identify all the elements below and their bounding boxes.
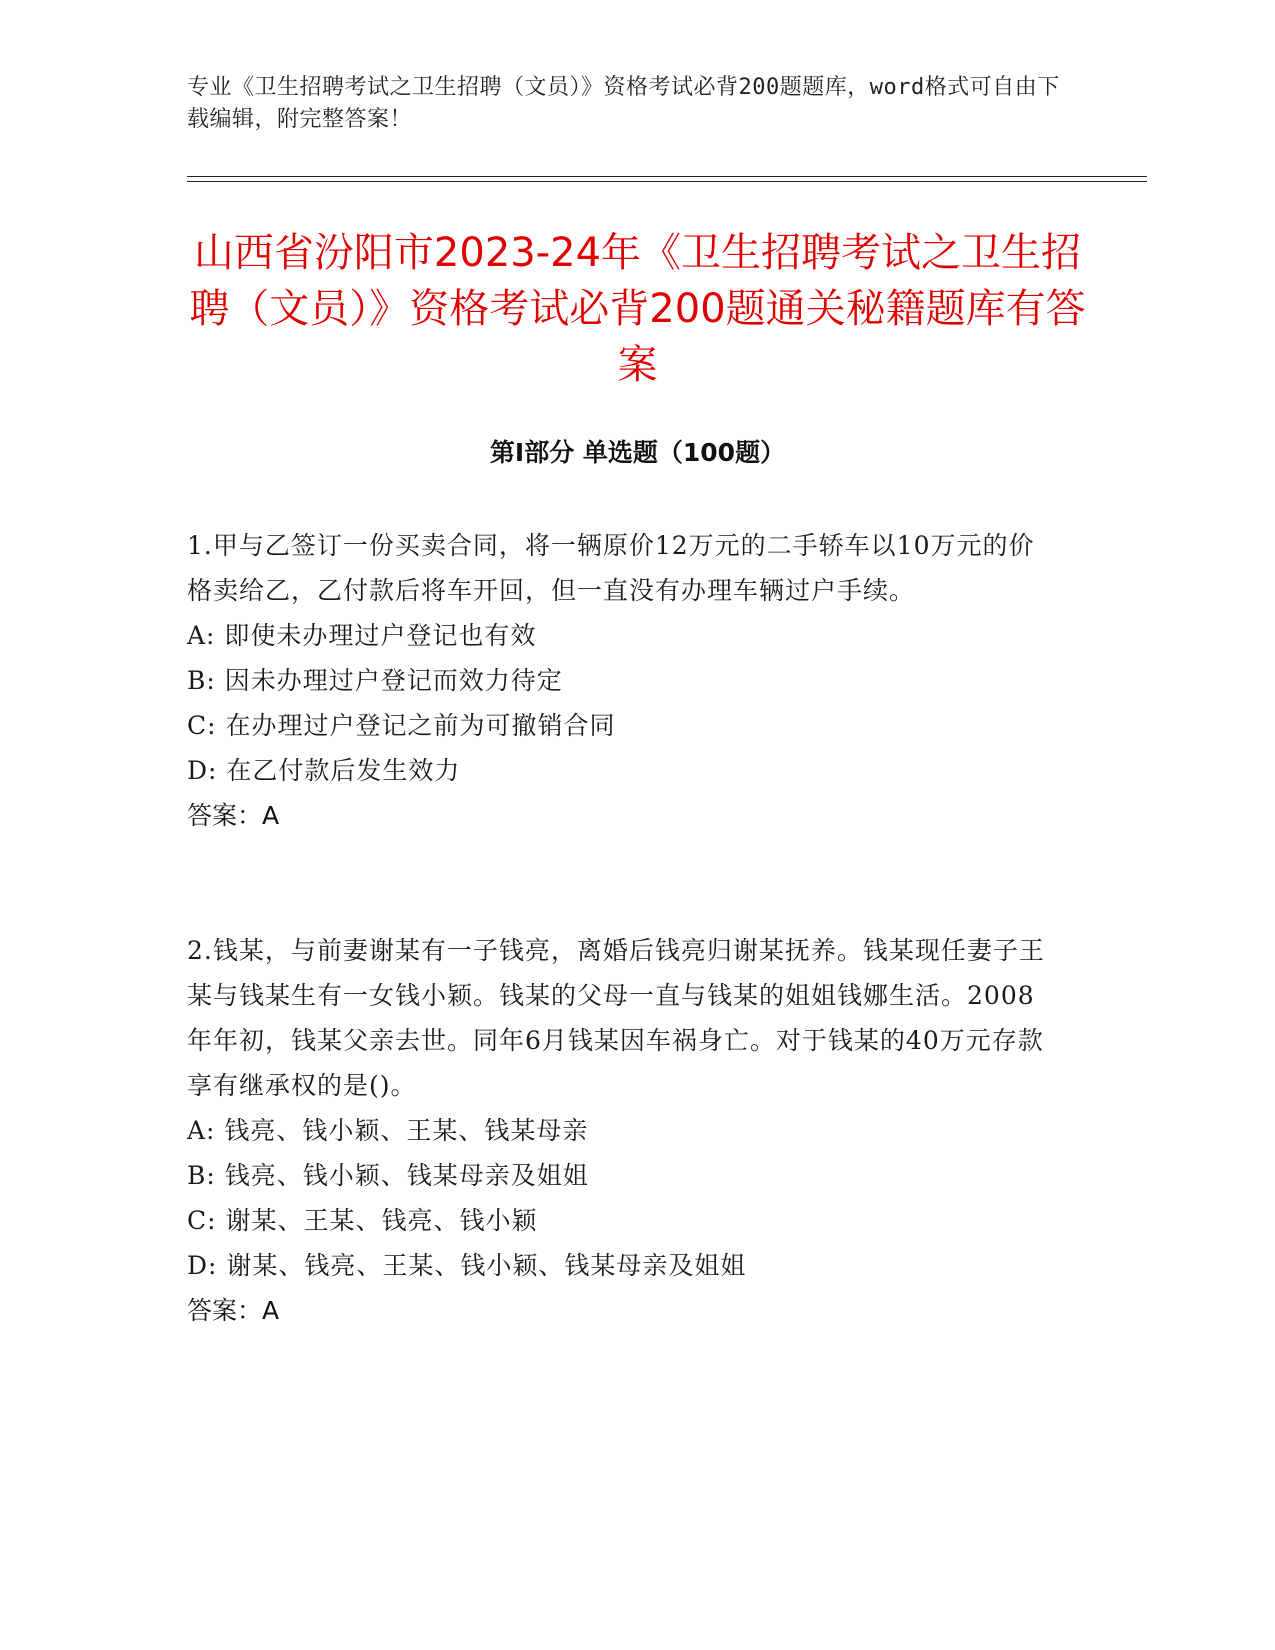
question-option-c: C: 谢某、王某、钱亮、钱小颖 bbox=[187, 1206, 538, 1235]
question-option-d: D: 谢某、钱亮、王某、钱小颖、钱某母亲及姐姐 bbox=[187, 1251, 747, 1280]
question-item bbox=[187, 523, 1057, 838]
header-divider-line bbox=[187, 176, 1147, 177]
question-answer: 答案：A bbox=[187, 1296, 280, 1325]
question-option-b: B: 因未办理过户登记而效力待定 bbox=[187, 666, 563, 695]
header-note: 专业《卫生招聘考试之卫生招聘（文员）》资格考试必背200题题库，word格式可自由下载编辑，附完整答案！ bbox=[187, 75, 1060, 132]
question-option-a: A: 钱亮、钱小颖、王某、钱某母亲 bbox=[187, 1116, 589, 1145]
question-item bbox=[187, 928, 1057, 1333]
section-heading: 第Ⅰ部分 单选题（100题） bbox=[489, 438, 786, 467]
question-stem: 1.甲与乙签订一份买卖合同，将一辆原价12万元的二手轿车以10万元的价格卖给乙，乙付款后将车开回，但一直没有办理车辆过户手续。 bbox=[187, 531, 1035, 605]
question-answer: 答案：A bbox=[187, 801, 280, 830]
question-option-a: A: 即使未办理过户登记也有效 bbox=[187, 621, 537, 650]
question-option-d: D: 在乙付款后发生效力 bbox=[187, 756, 461, 785]
question-option-b: B: 钱亮、钱小颖、钱某母亲及姐姐 bbox=[187, 1161, 589, 1190]
question-stem: 2.钱某，与前妻谢某有一子钱亮，离婚后钱亮归谢某抚养。钱某现任妻子王某与钱某生有一女钱小颖。钱某的父母一直与钱某的姐姐钱娜生活。2008年年初，钱某父亲去世。同年6月钱某因车祸身亡。对于钱某的40万元存款享有继承权的是()。 bbox=[187, 936, 1045, 1100]
header-divider-line-secondary bbox=[187, 181, 1147, 182]
question-option-c: C: 在办理过户登记之前为可撤销合同 bbox=[187, 711, 616, 740]
document-title: 山西省汾阳市2023-24年《卫生招聘考试之卫生招聘（文员）》资格考试必背200题通关秘籍题库有答案 bbox=[189, 230, 1086, 388]
